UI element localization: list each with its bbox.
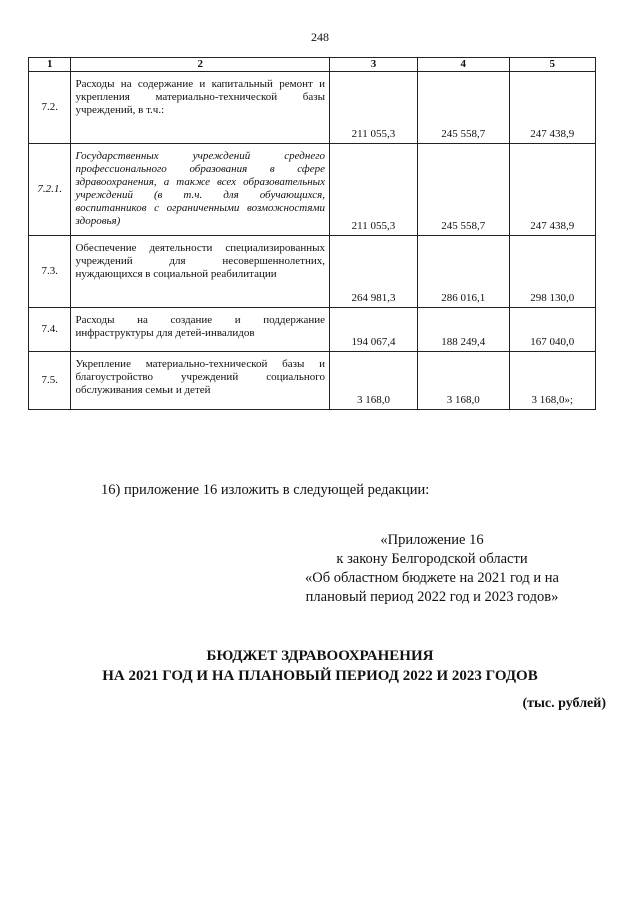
value-2021: 264 981,3	[330, 236, 418, 308]
value-2023: 167 040,0	[509, 308, 595, 352]
column-header: 2	[71, 58, 330, 72]
page-number: 248	[311, 30, 329, 44]
table-header-row	[29, 58, 596, 72]
value-2023: 3 168,0»;	[509, 352, 595, 410]
column-header: 5	[509, 58, 595, 72]
value-2023: 247 438,9	[509, 144, 595, 236]
appendix-line: плановый период 2022 год и 2023 годов»	[305, 589, 559, 605]
appendix-line: «Приложение 16	[380, 532, 484, 548]
table-row	[29, 352, 596, 410]
row-description: Расходы на содержание и капитальный ремонт и укрепления материально-технической базы учреждений, в т.ч.:	[71, 72, 330, 144]
row-code: 7.4.	[29, 308, 71, 352]
value-2022: 3 168,0	[417, 352, 509, 410]
value-2023: 247 438,9	[509, 72, 595, 144]
table-row	[29, 144, 596, 236]
table-row	[29, 72, 596, 144]
value-2023: 298 130,0	[509, 236, 595, 308]
appendix-header	[272, 531, 592, 607]
value-2022: 286 016,1	[417, 236, 509, 308]
table-row	[29, 236, 596, 308]
table-row	[29, 308, 596, 352]
value-2022: 245 558,7	[417, 144, 509, 236]
row-code: 7.2.	[29, 72, 71, 144]
row-description: Обеспечение деятельности специализированных учреждений для несовершеннолетних, нуждающихся в социальной реабилитации	[71, 236, 330, 308]
budget-table	[28, 57, 596, 410]
value-2021: 211 055,3	[330, 144, 418, 236]
document-title: БЮДЖЕТ ЗДРАВООХРАНЕНИЯ	[206, 648, 434, 664]
value-2021: 211 055,3	[330, 72, 418, 144]
units-label: (тыс. рублей)	[522, 696, 606, 711]
value-2022: 245 558,7	[417, 72, 509, 144]
appendix-line: к закону Белгородской области	[336, 551, 528, 567]
document-subtitle: НА 2021 ГОД И НА ПЛАНОВЫЙ ПЕРИОД 2022 И 2023 ГОДОВ	[102, 668, 538, 684]
value-2022: 188 249,4	[417, 308, 509, 352]
row-code: 7.2.1.	[29, 144, 71, 236]
row-description: Расходы на создание и поддержание инфраструктуры для детей-инвалидов	[71, 308, 330, 352]
column-header: 4	[417, 58, 509, 72]
value-2021: 3 168,0	[330, 352, 418, 410]
column-header: 1	[29, 58, 71, 72]
appendix-line: «Об областном бюджете на 2021 год и на	[305, 570, 559, 586]
row-description: Государственных учреждений среднего профессионального образования в сфере здравоохранения, а также всех образовательных учреждений (в т.ч. для обучающихся, воспитанников с ограниченными возможностями здоровья)	[71, 144, 330, 236]
amendment-instruction: 16) приложение 16 изложить в следующей редакции:	[101, 482, 430, 498]
row-code: 7.5.	[29, 352, 71, 410]
row-description: Укрепление материально-технической базы и благоустройство учреждений социального обслуживания семьи и детей	[71, 352, 330, 410]
column-header: 3	[330, 58, 418, 72]
value-2021: 194 067,4	[330, 308, 418, 352]
row-code: 7.3.	[29, 236, 71, 308]
